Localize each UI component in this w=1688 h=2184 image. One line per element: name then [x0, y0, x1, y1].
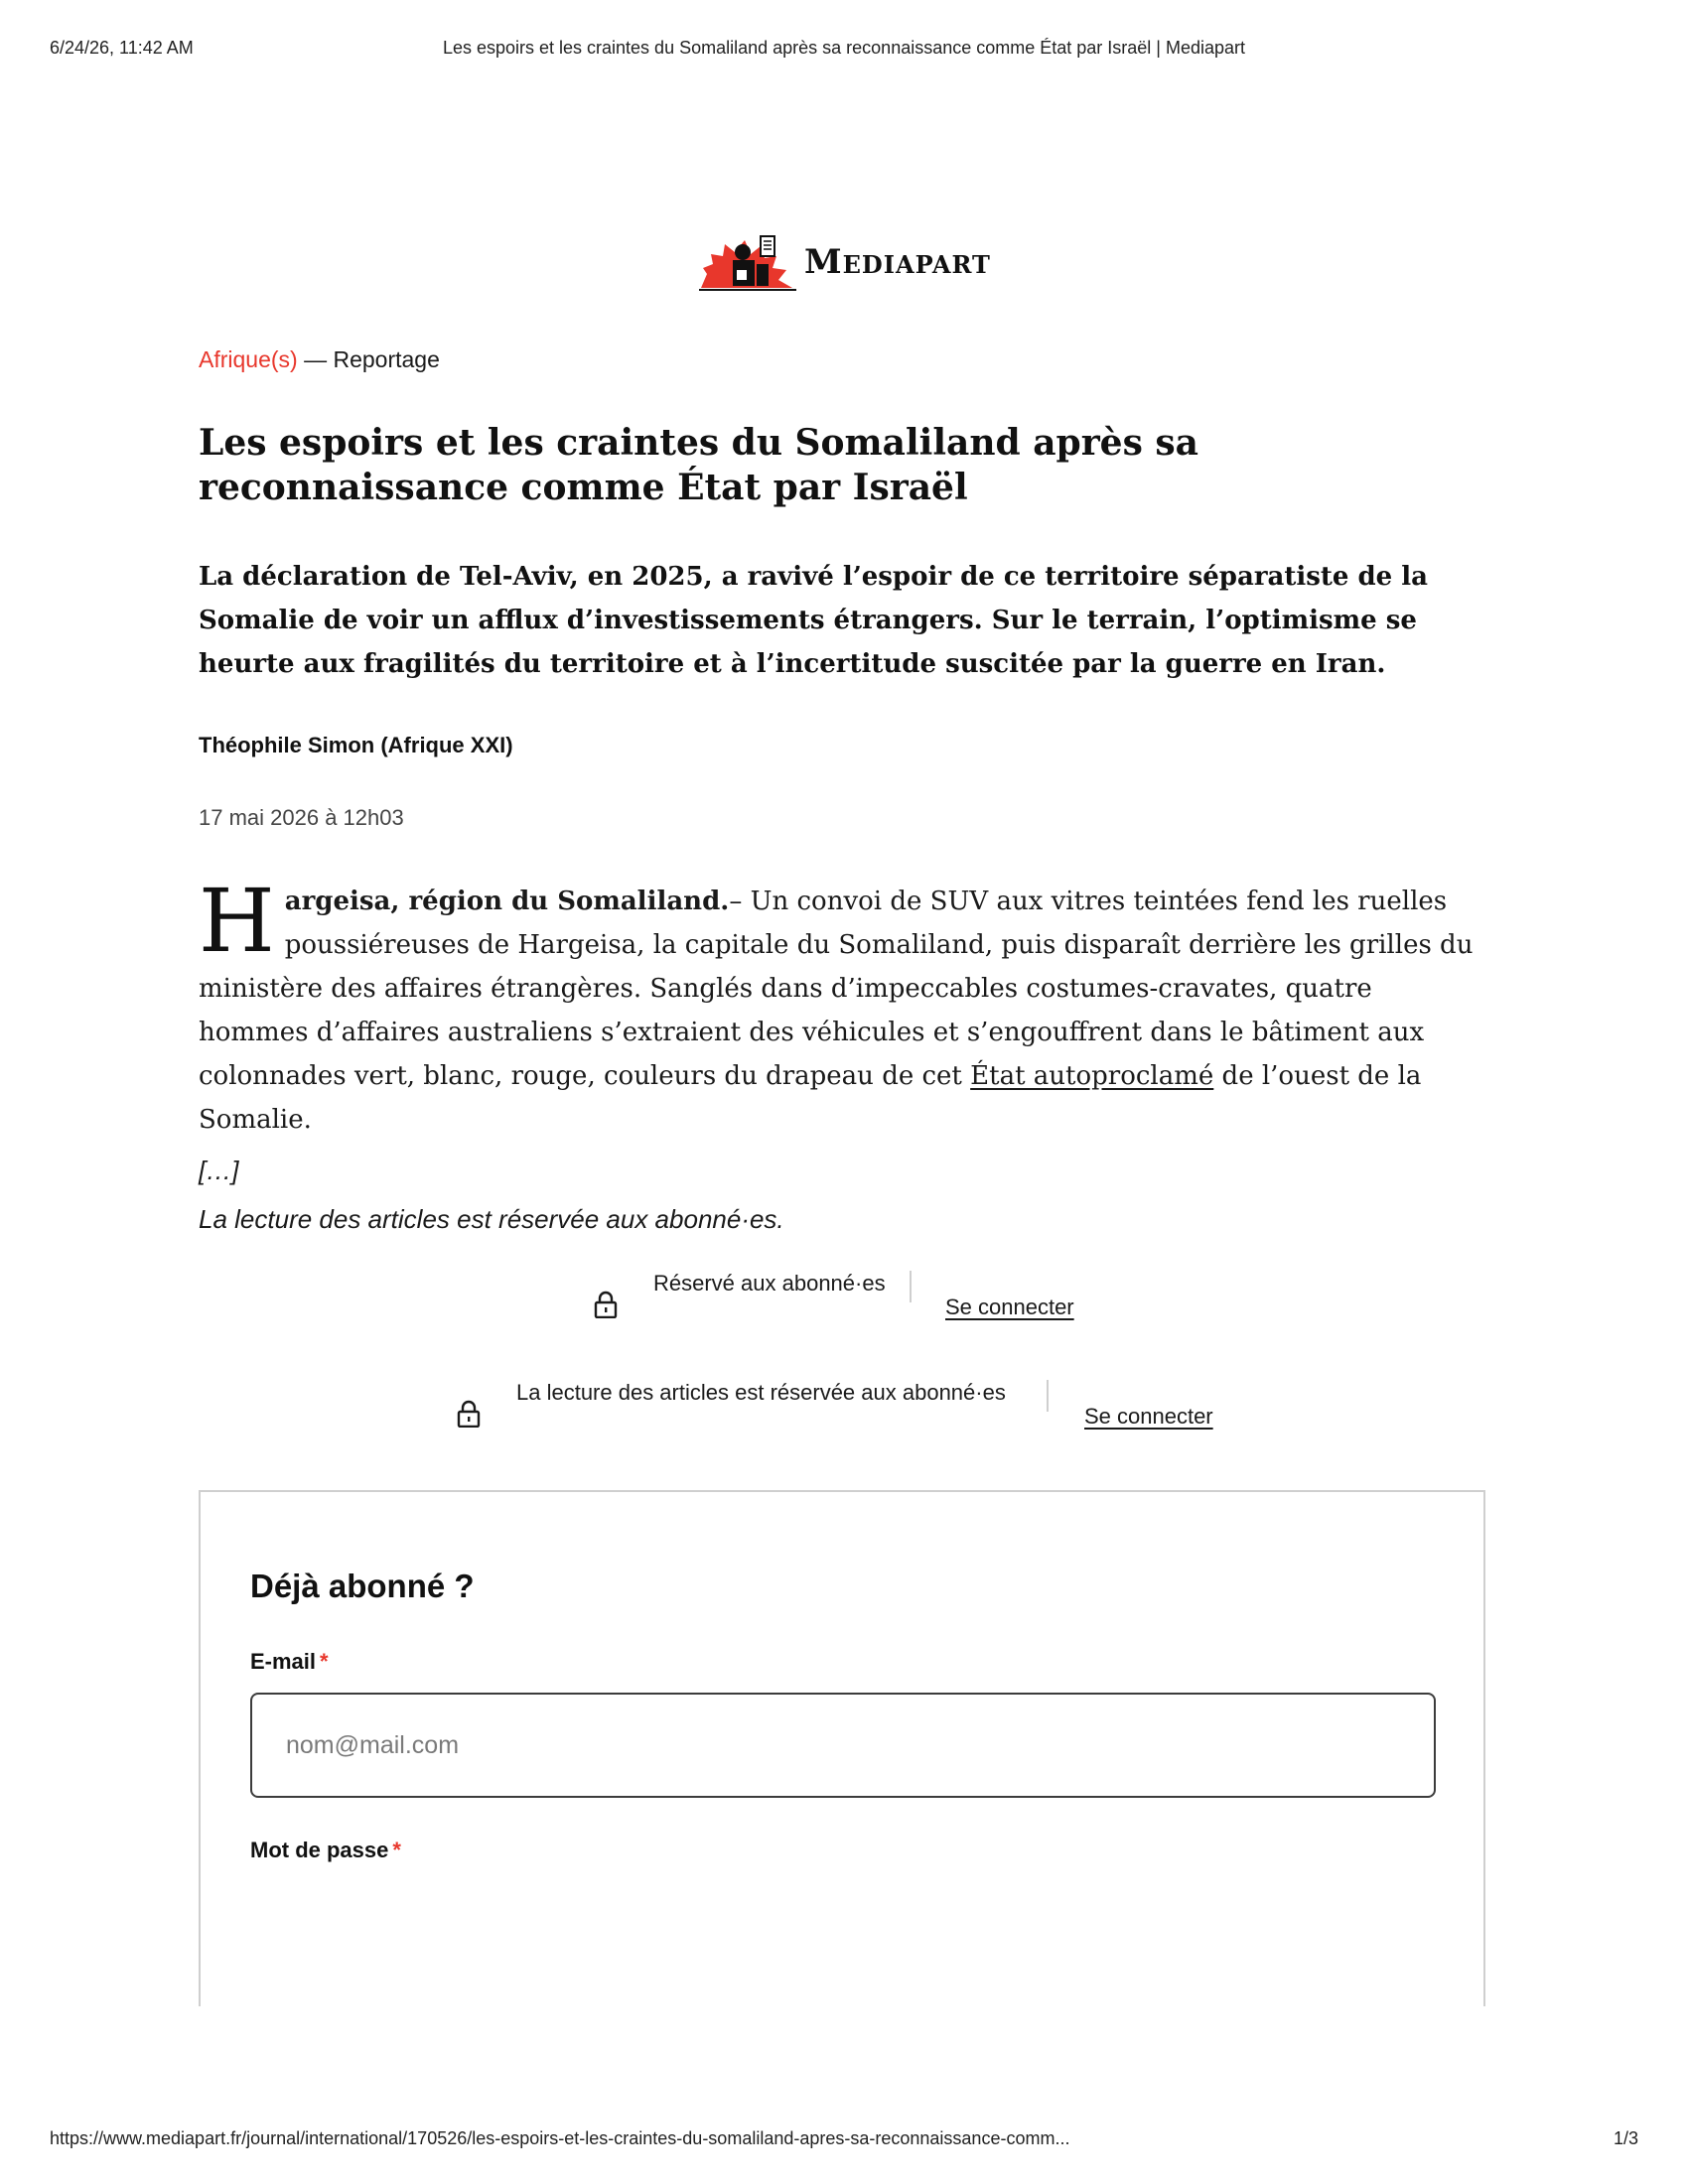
paywall-message: Réservé aux abonné·es — [653, 1271, 886, 1296]
required-marker: * — [392, 1838, 401, 1862]
article-date: 17 mai 2026 à 12h03 — [199, 805, 404, 830]
truncation-ellipsis: […] — [199, 1156, 239, 1185]
login-form — [199, 1490, 1485, 2006]
paywall-divider — [910, 1271, 912, 1302]
article-lede: La déclaration de Tel-Aviv, en 2025, a ravivé l’espoir de ce territoire séparatiste de la Somalie de voir un afflux d’investissements étrangers. Sur le terrain, l’optimisme se heurte aux fragilités du territoire et à l’incertitude suscitée par la guerre en Iran. — [199, 562, 1428, 679]
lock-icon — [457, 1400, 481, 1433]
lock-icon — [594, 1291, 618, 1323]
body-dateline: argeisa, région du Somaliland. — [284, 887, 730, 916]
paywall-divider — [1047, 1380, 1049, 1412]
drop-cap: H — [199, 870, 275, 972]
page-number: 1/3 — [1613, 2128, 1638, 2148]
mediapart-emblem-icon — [699, 230, 798, 294]
login-title: Déjà abonné ? — [250, 1568, 475, 1604]
password-label: Mot de passe * — [250, 1838, 401, 1862]
paywall-notice-long — [457, 1380, 1251, 1439]
paywall-notice-short — [594, 1271, 1110, 1330]
etat-autoproclame-link[interactable]: État autoproclamé — [970, 1061, 1214, 1091]
article-kicker — [199, 346, 440, 373]
mediapart-wordmark: Mediapart — [804, 242, 991, 282]
email-label: E-mail * — [250, 1649, 329, 1674]
print-page-title: Les espoirs et les craintes du Somaliland après sa reconnaissance comme État par Israël | Mediapart — [442, 38, 1246, 58]
print-timestamp: 6/24/26, 11:42 AM — [50, 38, 194, 58]
body-text-part-1: – Un convoi de SUV aux vitres teintées fend les ruelles poussiéreuses de Hargeisa, la capitale du Somaliland, puis disparaît derrière les grilles du ministère des affaires étrangères. Sanglés dans d’impeccables costumes-cravates, quatre hommes d’affaires australiens s’extraient des véhicules et s’engouffrent dans le bâtiment aux colonnades vert, blanc, rouge, couleurs du drapeau de cet — [199, 887, 1474, 1091]
body-text-part-2: de l’ouest de la Somalie. — [199, 1061, 1422, 1135]
login-link[interactable]: Se connecter — [1084, 1404, 1213, 1429]
print-footer — [50, 2128, 1638, 2152]
paywall-message: La lecture des articles est réservée aux abonné·es — [516, 1380, 1006, 1405]
login-link[interactable]: Se connecter — [945, 1295, 1074, 1319]
section-link[interactable]: Afrique(s) — [199, 346, 298, 372]
print-url: https://www.mediapart.fr/journal/international/170526/les-espoirs-et-les-craintes-du-somaliland-apres-sa-reconnaissance-comm... — [50, 2128, 1070, 2148]
article-type: Reportage — [333, 346, 440, 372]
print-header — [50, 38, 1638, 62]
required-marker: * — [320, 1649, 329, 1674]
article-headline: Les espoirs et les craintes du Somaliland après sa reconnaissance comme État par Israël — [199, 422, 1198, 508]
subscriber-only-note: La lecture des articles est réservée aux abonné·es. — [199, 1204, 784, 1234]
article-body — [199, 870, 1489, 1142]
article-author[interactable]: Théophile Simon (Afrique XXI) — [199, 733, 513, 757]
email-field[interactable] — [250, 1693, 1436, 1798]
mediapart-logo[interactable] — [699, 230, 1017, 294]
kicker-separator: — — [304, 346, 328, 372]
